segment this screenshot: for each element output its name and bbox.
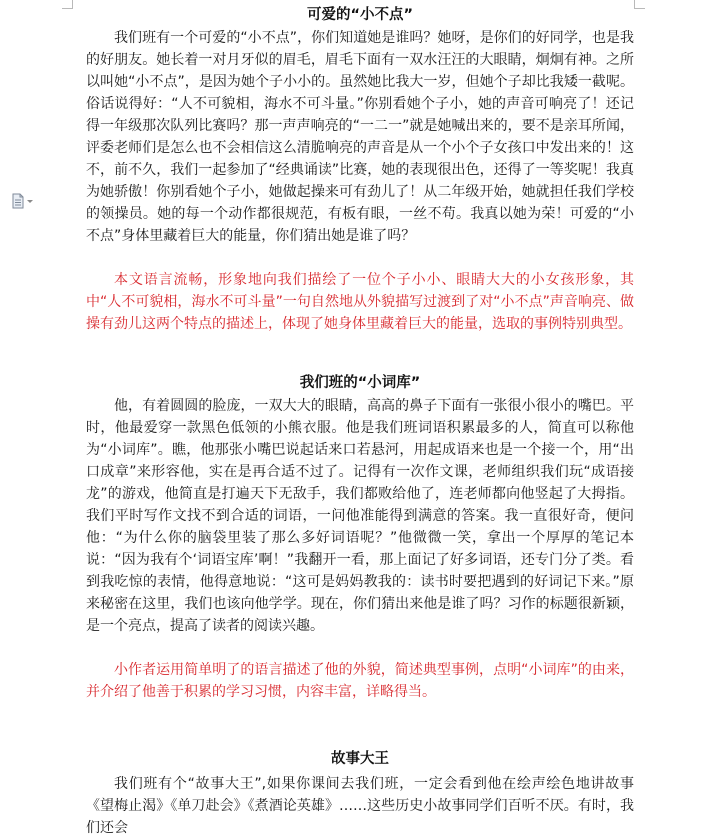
document-content <box>86 0 634 839</box>
teacher-comment-xiaociku: 小作者运用简单明了的语言描述了他的外貌，简述典型事例，点明“小词库”的由来，并介绍了他善于积累的学习习惯，内容丰富，详略得当。 <box>86 662 634 700</box>
section-title-xiaobudian: 可爱的“小不点” <box>306 7 414 23</box>
document-dropdown-icon[interactable] <box>10 193 36 209</box>
margin-corner-mark-right <box>634 0 645 9</box>
section-title-xiaociku: 我们班的“小词库” <box>299 375 421 391</box>
teacher-comment-xiaobudian: 本文语言流畅，形象地向我们描绘了一位个子小小、眼睛大大的小女孩形象，其中“人不可貌相，海水不可斗量”一句自然地从外貌描写过渡到了对“小不点”声音响亮、做操有劲儿这两个特点的描述上，体现了她身体里藏着巨大的能量，选取的事例特别典型。 <box>86 272 634 332</box>
essay-paragraph-gushidawang: 我们班有个“故事大王”,如果你课间去我们班，一定会看到他在绘声绘色地讲故事《望梅止渴》《单刀赴会》《煮酒论英雄》……这些历史小故事同学们百听不厌。有时，我们还会 <box>86 776 634 836</box>
essay-paragraph-xiaobudian: 我们班有一个可爱的“小不点”，你们知道她是谁吗？她呀，是你们的好同学，也是我的好朋友。她长着一对月牙似的眉毛，眉毛下面有一双水汪汪的大眼睛，炯炯有神。之所以叫她“小不点”，是因为她个子小小的。虽然她比我大一岁，但她个子却比我矮一截呢。俗话说得好：“人不可貌相，海水不可斗量。”你别看她个子小，她的声音可响亮了！还记得一年级那次队列比赛吗？那一声声响亮的“一二一”就是她喊出来的，要不是亲耳所闻，评委老师们是怎么也不会相信这么清脆响亮的声音是从一个小个子女孩口中发出来的！这不，前不久，我们一起参加了“经典诵读”比赛，她的表现很出色，还得了一等奖呢！我真为她骄傲！你别看她个子小，她做起操来可有劲儿了！从二年级开始，她就担任我们学校的领操员。她的每一个动作都很规范，有板有眼，一丝不苟。我真以她为荣！可爱的“小不点”身体里藏着巨大的能量，你们猜出她是谁了吗？ <box>86 30 634 244</box>
essay-paragraph-xiaociku: 他，有着圆圆的脸庞，一双大大的眼睛，高高的鼻子下面有一张很小很小的嘴巴。平时，他最爱穿一款黑色低领的小熊衣服。他是我们班词语积累最多的人，简直可以称他为“小词库”。瞧，他那张小嘴巴说起话来口若悬河，用起成语来也是一个接一个，用“出口成章”来形容他，实在是再合适不过了。记得有一次作文课，老师组织我们玩“成语接龙”的游戏，他简直是打遍天下无敌手，我们都败给他了，连老师都向他竖起了大拇指。我们平时写作文找不到合适的词语，一问他准能得到满意的答案。我一直很好奇，便问他：“为什么你的脑袋里装了那么多好词语呢？”他微微一笑，拿出一个厚厚的笔记本说：“因为我有个‘词语宝库’啊！”我翻开一看，那上面记了好多词语，还专门分了类。看到我吃惊的表情，他得意地说：“这可是妈妈教我的：读书时要把遇到的好词记下来。”原来秘密在这里，我们也该向他学学。现在，你们猜出来他是谁了吗？习作的标题很新颖，是一个亮点，提高了读者的阅读兴趣。 <box>86 398 634 634</box>
section-title-gushidawang: 故事大王 <box>331 751 389 767</box>
margin-corner-mark-left <box>62 0 73 9</box>
